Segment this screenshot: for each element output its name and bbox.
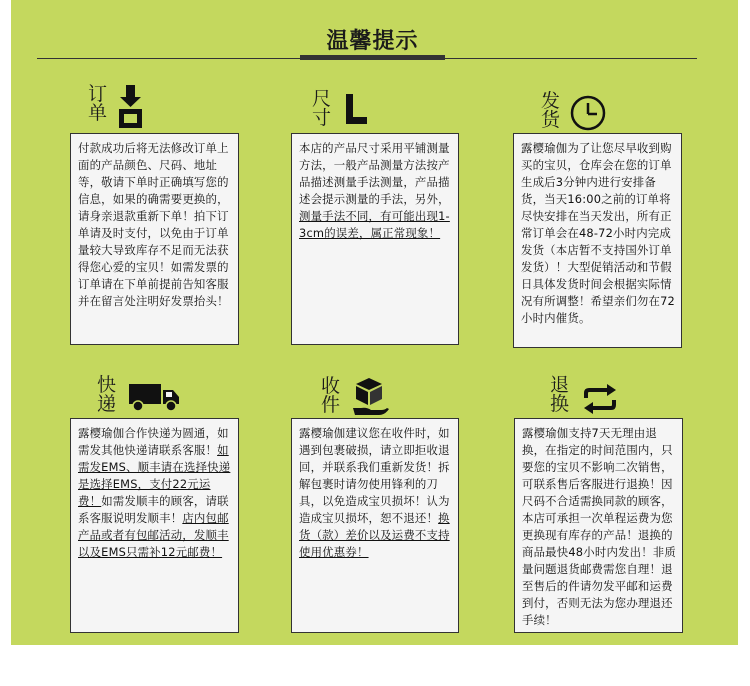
card-label-shipping: 发 货 bbox=[541, 90, 561, 131]
card-body-order: 付款成功后将无法修改订单上面的产品颜色、尺码、地址等，敬请下单时正确填写您的信息，如果的确需要更换的，请身亲退款重新下单！拍下订单请及时支付，以免由于订单量较大导致库存不足而无法获得您心爱的宝贝！如需发票的订单请在下单前提前告知客服并在留言处注明好发票抬头！ bbox=[70, 133, 239, 345]
card-label-return: 退 换 bbox=[550, 374, 570, 415]
size-L-icon bbox=[346, 94, 370, 126]
clock-icon bbox=[569, 94, 607, 132]
card-header-shipping bbox=[541, 92, 661, 138]
title-underline-bar bbox=[300, 55, 445, 60]
card-label-order: 订 单 bbox=[88, 83, 108, 124]
delivery-truck-icon bbox=[129, 382, 181, 412]
card-label-receive: 收 件 bbox=[321, 375, 341, 416]
card-body-courier: 露樱瑜伽合作快递为圆通，如需发其他快递请联系客服！如需发EMS、顺丰请在选择快递是选择EMS，支付22元运费！如需发顺丰的顾客，请联系客服说明发顺丰！店内包邮产品或者有包邮活动，发顺丰以及EMS只需补12元邮费！ bbox=[70, 418, 239, 633]
card-header-order bbox=[88, 85, 208, 131]
card-body-shipping: 露樱瑜伽为了让您尽早收到购买的宝贝，仓库会在您的订单生成后3分钟内进行安排备货，当天16:00之前的订单将尽快安排在当天发出，所有正常订单会在48-72小时内完成发货（本店暂不支持国外订单发货）！大型促销活动和节假日具体发货时间会根据实际情况有所调整！希望亲们勿在72小时内催货。 bbox=[513, 133, 682, 348]
card-label-size: 尺 寸 bbox=[312, 88, 332, 129]
page-title: 温馨提示 bbox=[326, 29, 419, 54]
download-tray-icon bbox=[116, 85, 146, 131]
card-header-size bbox=[312, 90, 432, 136]
exchange-arrows-icon bbox=[580, 384, 620, 414]
package-hand-icon bbox=[351, 377, 391, 417]
card-body-size: 本店的产品尺寸采用平铺测量方法，一般产品测量方法按产品描述测量手法测量，产品描述会提示测量的手法，另外，测量手法不同，有可能出现1-3cm的误差，属正常现象！ bbox=[291, 133, 459, 345]
card-body-receive: 露樱瑜伽建议您在收件时，如遇到包裹破损，请立即拒收退回，并联系我们重新发货！拆解包裹时请勿使用锋利的刀具，以免造成宝贝损坏！认为造成宝贝损坏，恕不退还！换货（款）差价以及运费不支持使用优惠券！ bbox=[291, 418, 459, 633]
card-label-courier: 快 递 bbox=[97, 374, 117, 415]
card-header-courier bbox=[97, 376, 217, 422]
card-header-return bbox=[550, 376, 670, 422]
card-body-return: 露樱瑜伽支持7天无理由退换，在指定的时间范围内，只要您的宝贝不影响二次销售，可联系售后客服进行退换！因尺码不合适需换同款的顾客，本店可承担一次单程运费为您更换现有库存的产品！退换的商品最快48小时内发出！非质量问题退货邮费需您自理！退至售后的件请勿发平邮和运费到付，否则无法为您办理退还手续！ bbox=[514, 418, 683, 633]
card-header-receive bbox=[321, 377, 441, 423]
